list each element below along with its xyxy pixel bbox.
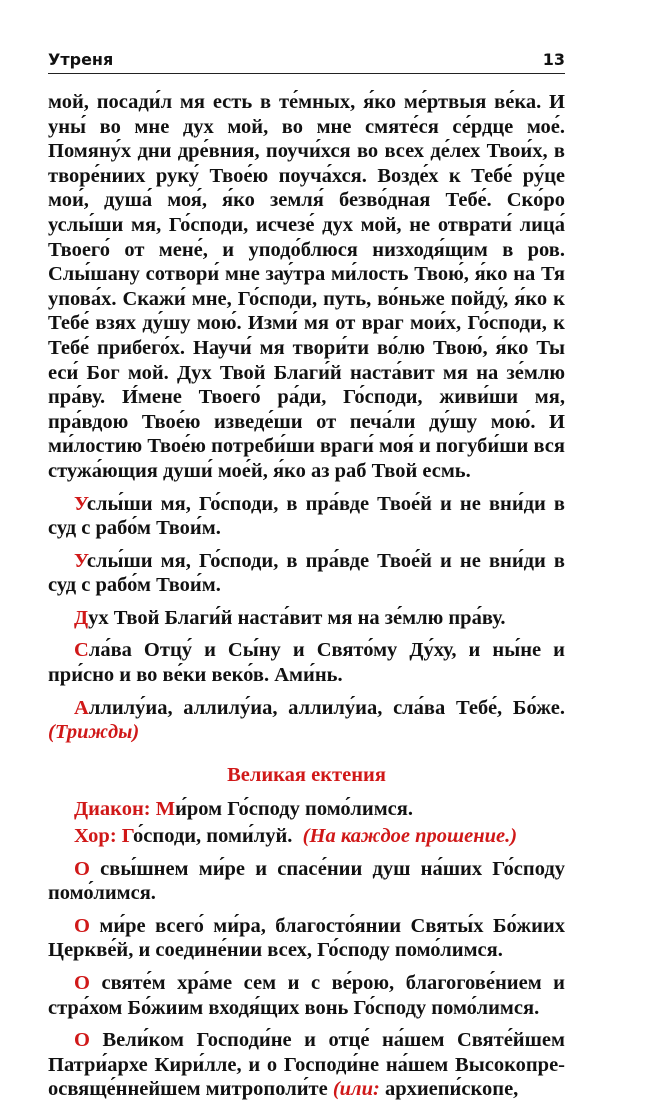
petition-2 — [48, 914, 565, 963]
petition-text: Вели́ком Господи́не и отце́ на́шем Святе́йшем Патри́архе Кири́лле, и о Господи́не на́шем Высокопреосвяще́ннейшем митрополи́те — [48, 1029, 565, 1101]
deacon-text: и́ром Го́споду помо́лимся. — [175, 798, 413, 821]
verse-text: слы́ши мя, Го́споди, в пра́вде Твое́й и не вни́ди в суд с рабо́м Твои́м. — [48, 549, 565, 597]
verse-text: слы́ши мя, Го́споди, в пра́вде Твое́й и не вни́ди в суд с рабо́м Твои́м. — [48, 492, 565, 540]
petition-initial: О — [74, 857, 90, 880]
rubric-thrice: (Трижды) — [48, 721, 140, 744]
choir-rubric: (На каждое прошение.) — [302, 825, 518, 848]
petition-4 — [48, 1028, 565, 1102]
verse-initial: Д — [74, 606, 89, 629]
page-number: 13 — [542, 50, 565, 69]
choir-text: о́споди, поми́луй. — [133, 825, 293, 848]
running-header — [48, 50, 565, 74]
choir-line — [48, 824, 565, 849]
verse-initial: С — [74, 639, 89, 662]
litany-heading: Великая ектения — [227, 763, 386, 786]
petition-initial: О — [74, 914, 90, 937]
text-body — [48, 90, 565, 1102]
verse-text: ух Твой Благи́й наста́вит мя на зе́млю пра́ву. — [88, 606, 506, 629]
verse-text: ллилу́иа, аллилу́иа, аллилу́иа, сла́ва Тебе́, Бо́же. — [88, 696, 565, 719]
verse-3 — [48, 606, 565, 631]
verse-1 — [48, 492, 565, 541]
verse-2 — [48, 549, 565, 598]
verse-4 — [48, 638, 565, 687]
petition-3 — [48, 971, 565, 1020]
petition-1 — [48, 857, 565, 906]
petition-initial: О — [74, 1029, 90, 1052]
psalm-paragraph: мой, посади́л мя есть в те́мных, я́ко ме́ртвыя ве́ка. И уны́ во мне дух мой, во мне смяте́ся се́рдце мое́. Помяну́х дни дре́вния, поучи́хся во всех де́лех Твои́х, в творе́ниих руку́ Твое́ю поуча́хся. Возде́х к Тебе́ ру́це мои́, душа́ моя́, я́ко земля́ безво́дная Тебе́. Ско́ро услы́ши мя, Го́споди, исчезе́ дух мой, не отврати́ лица́ Твоего́ от мене́, и уподо́блюся низходя́щим в ров. Слы́шану сотвори́ мне зау́тра ми́лость Твою́, я́ко на Тя упова́х. Скажи́ мне, Го́споди, путь, во́ньже пойду́, я́ко к Тебе́ взях ду́шу мою́. Изми́ мя от враг мои́х, Го́споди, к Тебе́ прибего́х. Научи́ мя твори́ти во́лю Твою́, я́ко Ты еси́ Бог мой. Дух Твой Благи́й наста́вит мя на зе́млю пра́ву. И́мене Твоего́ ра́ди, Го́споди, живи́ши мя, пра́вдою Твое́ю изведе́ши от печа́ли ду́шу мою́. И ми́лостию Твое́ю потреби́ши враги́ моя́ и погуби́ши вся стужа́ющия души́ мое́й, я́ко аз раб Твой есмь. — [48, 91, 565, 482]
petition-initial: О — [74, 972, 90, 994]
verse-initial: У — [74, 549, 87, 572]
verse-initial: А — [74, 696, 89, 719]
petition-text: ми́ре всего́ ми́ра, благосто́янии Святы́х Бо́жиих Церкве́й, и соедине́нии всех, Го́споду помо́лимся. — [48, 914, 565, 962]
verse-initial: У — [74, 492, 87, 515]
verse-text: ла́ва Отцу́ и Сы́ну и Свято́му Ду́ху, и ны́не и при́сно и во ве́ки веко́в. Ами́нь. — [48, 639, 565, 687]
petition-text: свы́шнем ми́ре и спасе́нии душ на́ших Го́споду помо́лимся. — [48, 857, 565, 905]
section-title: Утреня — [48, 50, 114, 69]
rubric-or: (или: — [332, 1078, 380, 1101]
deacon-line — [48, 797, 565, 822]
verse-5 — [48, 696, 565, 745]
petition-text: святе́м хра́ме сем и с ве́рою, благогове́нием и стра́хом Бо́жиим входя́щих вонь Го́споду помо́лимся. — [48, 972, 565, 1019]
deacon-label: Диакон: М — [74, 798, 176, 821]
petition-tail: архиепи́скопе, — [379, 1078, 519, 1101]
choir-label: Хор: Г — [74, 825, 134, 848]
